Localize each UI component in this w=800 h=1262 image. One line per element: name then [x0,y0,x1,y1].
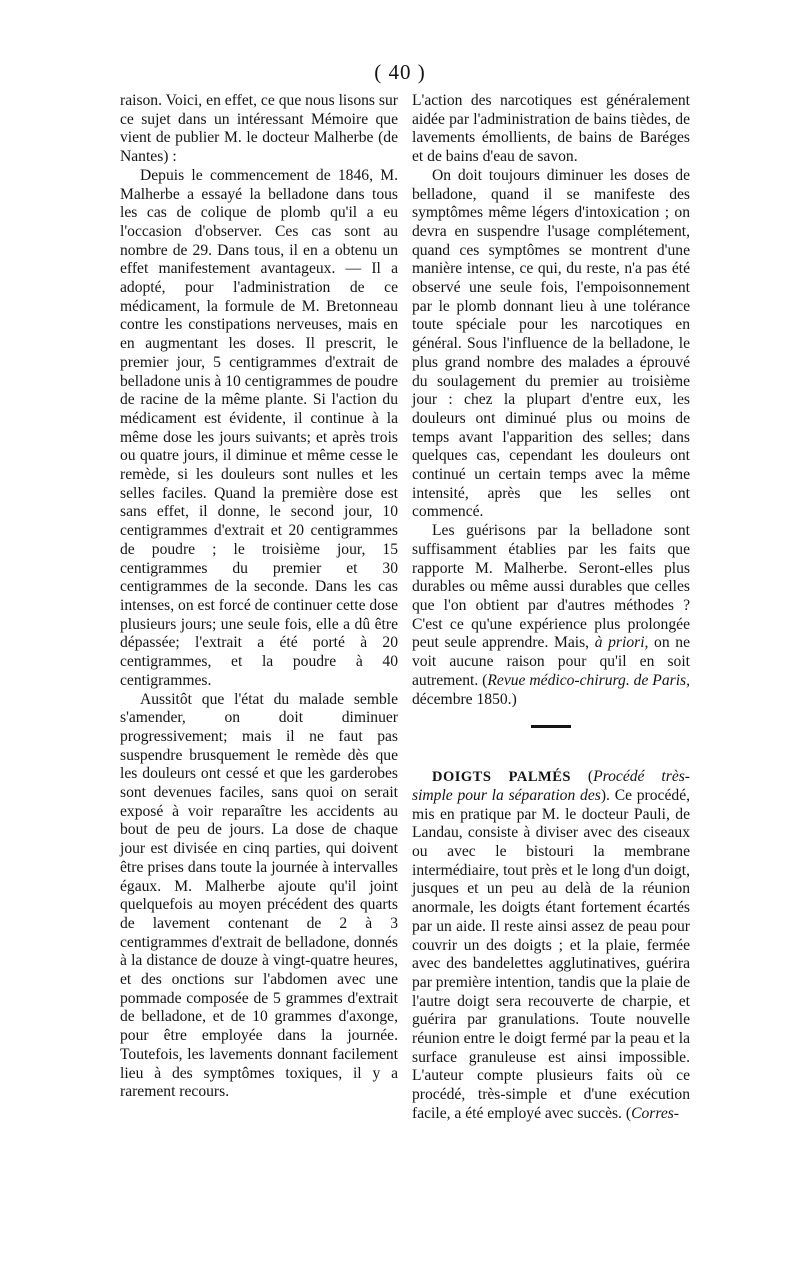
section-subtitle: Procédé très-simple pour la séparation des [412,768,691,804]
text-run: décembre 1850.) [412,690,517,708]
section-heading: DOIGTS PALMÉS [432,769,571,786]
paragraph: Depuis le commencement de 1846, M. Malherbe a essayé la belladone dans tous les cas de colique de plomb qu'il a eu l'occasion d'observer. Ces cas sont au nombre de 29. Dans tous, il en a obtenu un effet manifestement avantageux. — Il a adopté, pour l'administration de ce médicament, la formule de M. Bretonneau contre les constipations nerveuses, mais en en augmentant les doses. Il prescrit, le premier jour, 5 centigrammes d'extrait de belladone unis à 10 centigrammes de poudre de racine de la même plante. Si l'action du médicament est évidente, il continue à la même dose les jours suivants; et après trois ou quatre jours, il diminue et même cesse le remède, si les douleurs sont nulles et les selles faciles. Quand la première dose est sans effet, il donne, le second jour, 10 centigrammes d'extrait et 20 centigrammes de poudre ; le troisième jour, 15 centigrammes du premier et 30 centigrammes de la seconde. Dans les cas intenses, on est forcé de continuer cette dose plusieurs jours; une seule fois, elle a dû être dépassée; l'extrait a été porté à 20 centigrammes, et la poudre à 40 centigrammes. [120,166,398,689]
paragraph: L'action des narcotiques est généralement aidée par l'administration de bains tièdes, de lavements émollients, de bains de Baréges et de bains d'eau de savon. [412,92,690,166]
paragraph: raison. Voici, en effet, ce que nous lisons sur ce sujet dans un intéressant Mémoire que vient de publier M. le docteur Malherbe (de Nantes) : [120,92,398,166]
text-run: Ce procédé, mis en pratique par M. le docteur Pauli, de Landau, consiste à diviser avec des ciseaux ou avec le bistouri la membrane intermédiaire, tout près et le long d'un doigt, jusques et un peu au delà de la réunion anormale, les doigts étant fortement écartés par un aide. Il reste ainsi assez de peau pour couvrir un des doigts ; et la plaie, fermée avec des bandelettes agglutinatives, guérira par première intention, tandis que la plaie de l'autre doigt sera recouverte de charpie, et guérira par granulations. Toute nouvelle réunion entre le doigt fermé par la peau et la surface granuleuse est ainsi impossible. L'auteur compte plusieurs faits où ce procédé, très-simple et d'une exécution facile, a été employé avec succès. ( [412,786,691,1122]
page-number: ( 40 ) [374,60,426,84]
italic-text: à priori, [594,634,649,652]
text-run: Les guérisons par la belladone sont suffisamment établies par les faits que rapporte M. Malherbe. Seront-elles plus durables ou même aussi durables que celles que l'on obtient par d'autres méthodes ? C'est ce qu'une expérience plus prolongée peut seule apprendre. Mais, [412,522,690,652]
section-divider [531,725,571,728]
text-run: ( [570,768,594,786]
text-run: ). [600,786,615,804]
left-column [120,92,398,1102]
paragraph: On doit toujours diminuer les doses de belladone, quand il se manifeste des symptômes même légers d'intoxication ; on devra en suspendre l'usage complétement, quand ces symptômes se montrent d'une manière intense, ce qui, du reste, n'a pas été observé une seule fois, l'empoisonnement par le plomb donnant lieu à une tolérance toute spéciale pour les narcotiques en général. Sous l'influence de la belladone, le plus grand nombre des malades a éprouvé du soulagement du premier au troisième jour : chez la plupart d'entre eux, les douleurs ont diminué plus ou moins de temps avant l'apparition des selles; dans quelques cas, cependant les douleurs ont continué un certain temps avec la même intensité, après que les selles ont commencé. [412,166,690,521]
right-column [412,92,690,1124]
text-run: on ne voit aucune raison pour qu'il en soit autrement. ( [412,634,690,689]
citation: Revue médico-chirurg. de Paris, [487,671,690,689]
paragraph: Aussitôt que l'état du malade semble s'amender, on doit diminuer progressivement; mais il ne faut pas suspendre brusquement le remède dès que les douleurs ont cessé et que les garderobes sont devenues faciles, sans quoi on serait exposé à voir reparaître les accidents au bout de peu de jours. La dose de chaque jour est divisée en cinq parties, qui doivent être prises dans toute la journée à intervalles égaux. M. Malherbe ajoute qu'il joint quelquefois au moyen précédent des quarts de lavement contenant de 2 à 3 centigrammes d'extrait de belladone, donnés à la distance de douze à vingt-quatre heures, et des onctions sur l'abdomen avec une pommade composée de 5 grammes d'extrait de belladone, et de 10 grammes d'axonge, pour être employée dans la journée. Toutefois, les lavements donnant facilement lieu à des symptômes toxiques, il y a rarement recours. [120,690,398,1101]
paragraph [412,768,690,1123]
paragraph [412,522,690,709]
citation: Corres- [631,1104,680,1122]
